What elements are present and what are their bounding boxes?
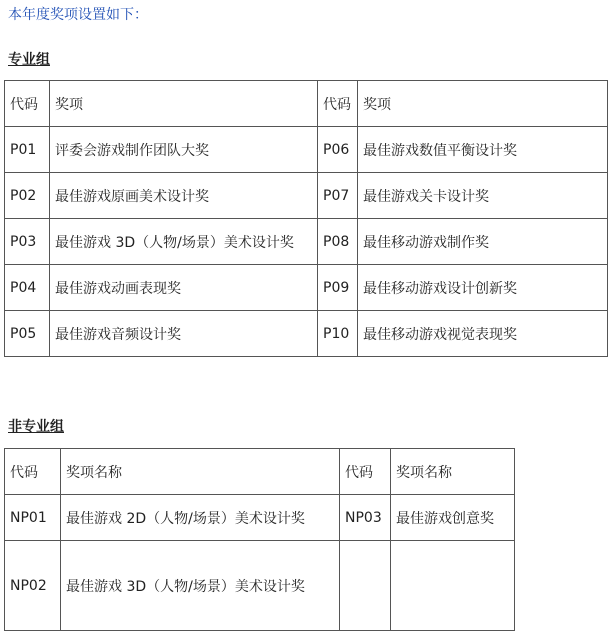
header-award: 奖项 [50, 81, 318, 127]
award-name: 最佳游戏创意奖 [391, 495, 515, 541]
award-code: P10 [318, 311, 358, 357]
award-name: 最佳游戏关卡设计奖 [358, 173, 608, 219]
award-code: P08 [318, 219, 358, 265]
award-code: P09 [318, 265, 358, 311]
award-name: 最佳游戏音频设计奖 [50, 311, 318, 357]
header-code: 代码 [318, 81, 358, 127]
award-name: 评委会游戏制作团队大奖 [50, 127, 318, 173]
nonprofessional-group-title: 非专业组 [8, 419, 64, 435]
table-header-row [5, 81, 608, 127]
award-code: NP03 [340, 495, 391, 541]
nonprofessional-awards-table [4, 448, 515, 631]
award-code [340, 541, 391, 631]
award-name: 最佳游戏 3D（人物/场景）美术设计奖 [61, 541, 340, 631]
table-row [5, 265, 608, 311]
header-award-name: 奖项名称 [391, 449, 515, 495]
table-row [5, 311, 608, 357]
header-code: 代码 [5, 81, 50, 127]
table-row [5, 495, 515, 541]
header-award-name: 奖项名称 [61, 449, 340, 495]
intro-text: 本年度奖项设置如下： [8, 7, 148, 23]
award-code: NP02 [5, 541, 61, 631]
award-code: P04 [5, 265, 50, 311]
table-row [5, 173, 608, 219]
award-code: P06 [318, 127, 358, 173]
header-code: 代码 [5, 449, 61, 495]
table-row [5, 127, 608, 173]
award-name [391, 541, 515, 631]
award-code: P01 [5, 127, 50, 173]
award-name: 最佳移动游戏视觉表现奖 [358, 311, 608, 357]
header-award: 奖项 [358, 81, 608, 127]
award-code: P02 [5, 173, 50, 219]
table-header-row [5, 449, 515, 495]
award-name: 最佳移动游戏制作奖 [358, 219, 608, 265]
award-name: 最佳游戏 3D（人物/场景）美术设计奖 [50, 219, 318, 265]
award-code: P07 [318, 173, 358, 219]
award-name: 最佳游戏数值平衡设计奖 [358, 127, 608, 173]
award-name: 最佳游戏动画表现奖 [50, 265, 318, 311]
table-row [5, 541, 515, 631]
award-code: P05 [5, 311, 50, 357]
professional-awards-table [4, 80, 608, 357]
award-name: 最佳移动游戏设计创新奖 [358, 265, 608, 311]
award-code: NP01 [5, 495, 61, 541]
table-row [5, 219, 608, 265]
award-code: P03 [5, 219, 50, 265]
header-code: 代码 [340, 449, 391, 495]
award-name: 最佳游戏原画美术设计奖 [50, 173, 318, 219]
professional-group-title: 专业组 [8, 52, 50, 68]
award-name: 最佳游戏 2D（人物/场景）美术设计奖 [61, 495, 340, 541]
